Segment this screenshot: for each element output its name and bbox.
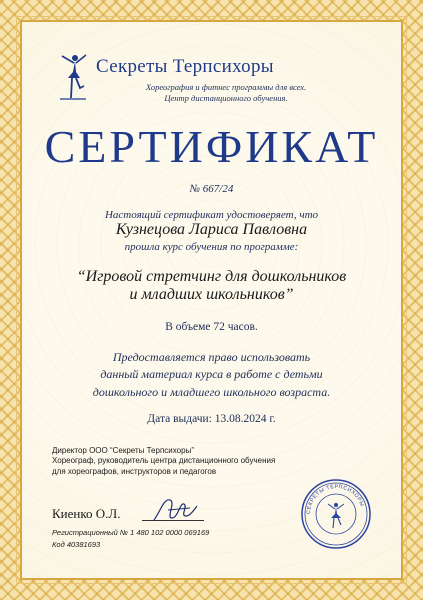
brand-name: Секреты Терпсихоры bbox=[96, 56, 274, 77]
recipient-name: Кузнецова Лариса Павловна bbox=[115, 221, 308, 238]
rights-line-3: дошкольного и младшего школьного возраста. bbox=[92, 384, 331, 399]
course-volume: В объеме 72 часов. bbox=[165, 321, 258, 333]
certificate-number: № 667/24 bbox=[189, 183, 234, 195]
rights-text bbox=[40, 349, 383, 401]
director-line-3: для хореографов, инструкторов и педагогов bbox=[52, 466, 217, 476]
brand-tagline bbox=[96, 82, 356, 103]
rights-line-1: Предоставляется право использовать bbox=[112, 350, 311, 364]
issue-date: Дата выдачи: 13.08.2024 г. bbox=[147, 413, 276, 425]
course-title-line-2: и младших школьников” bbox=[129, 285, 294, 303]
director-line-2: Хореограф, руководитель центра дистанционного обучения bbox=[52, 456, 276, 466]
seal-text: СЕКРЕТЫ ТЕРПСИХОРЫ bbox=[305, 483, 365, 515]
signature-image bbox=[150, 492, 200, 526]
certificate-title: СЕРТИФИКАТ bbox=[44, 121, 379, 172]
certify-text: Настоящий сертификат удостоверяет, что bbox=[104, 209, 319, 221]
director-line-1: Директор ООО “Секреты Терпсихоры” bbox=[52, 446, 194, 455]
passed-text: прошла курс обучения по программе: bbox=[124, 241, 299, 253]
certificate-code: Код 40381693 bbox=[52, 540, 101, 549]
director-info bbox=[52, 446, 372, 477]
brand-tagline-line-2: Центр дистанционного обучения. bbox=[164, 92, 288, 103]
ballerina-icon bbox=[58, 52, 88, 100]
brand-tagline-line-1: Хореография и фитнес программы для всех. bbox=[145, 82, 307, 92]
course-title-line-1: “Игровой стретчинг для дошкольников bbox=[76, 268, 347, 285]
rights-line-2: данный материал курса в работе с детьми bbox=[100, 367, 323, 382]
course-title bbox=[40, 268, 383, 304]
signer-name: Киенко О.Л. bbox=[52, 506, 121, 521]
seal-stamp bbox=[300, 478, 372, 550]
svg-text:СЕКРЕТЫ ТЕРПСИХОРЫ bbox=[306, 484, 365, 514]
registration-number: Регистрационный № 1 480 102 0000 069169 bbox=[52, 528, 210, 537]
